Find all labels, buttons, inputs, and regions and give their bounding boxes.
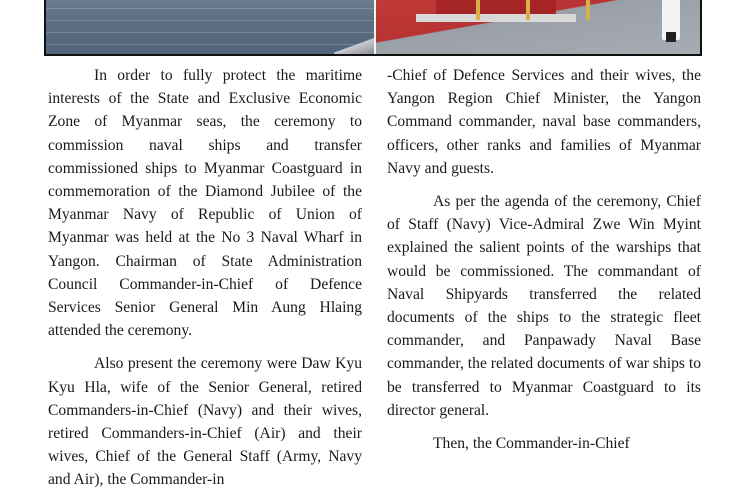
- paragraph-ceremony-intro: In order to fully protect the maritime interests of the State and Exclusive Economic Zone of Myanmar seas, the ceremony to commission naval ships and transfer commissioned ships to Myanmar Coastguard in commemoration of the Diamond Jubilee of the Myanmar Navy of Republic of Union of Myanmar was held at the No 3 Naval Wharf in Yangon. Chairman of State Administration Council Commander-in-Chief of Defence Services Senior General Min Aung Hlaing attended the ceremony.: [48, 67, 362, 340]
- photo-strip: [44, 0, 702, 56]
- ceremony-photo: [376, 0, 700, 54]
- paragraph-attendees-continued: -Chief of Defence Services and their wives, the Yangon Region Chief Minister, the Yangon Command commander, naval base commanders, officers, other ranks and families of Myanmar Navy and guests.: [387, 67, 701, 177]
- right-column: [387, 64, 701, 465]
- ship-prow-graphic: [334, 36, 374, 54]
- left-column: [48, 64, 362, 502]
- sea-photo: [46, 0, 374, 54]
- paragraph-attendees: Also present the ceremony were Daw Kyu Kyu Hla, wife of the Senior General, retired Commanders-in-Chief (Navy) and their wives, retired Commanders-in-Chief (Air) and their wives, Chief of the General Staff (Army, Navy and Air), the Commander-in: [48, 355, 362, 489]
- paragraph-agenda: As per the agenda of the ceremony, Chief of Staff (Navy) Vice-Admiral Zwe Win Myint explained the salient points of the warships that would be commissioned. The commandant of Naval Shipyards transferred the related documents of the ships to the strategic fleet commander, and Panpawady Naval Base commander, the related documents of war ships to be transferred to Myanmar Coastguard to its director general.: [387, 193, 701, 419]
- paragraph-next: Then, the Commander-in-Chief: [433, 435, 630, 453]
